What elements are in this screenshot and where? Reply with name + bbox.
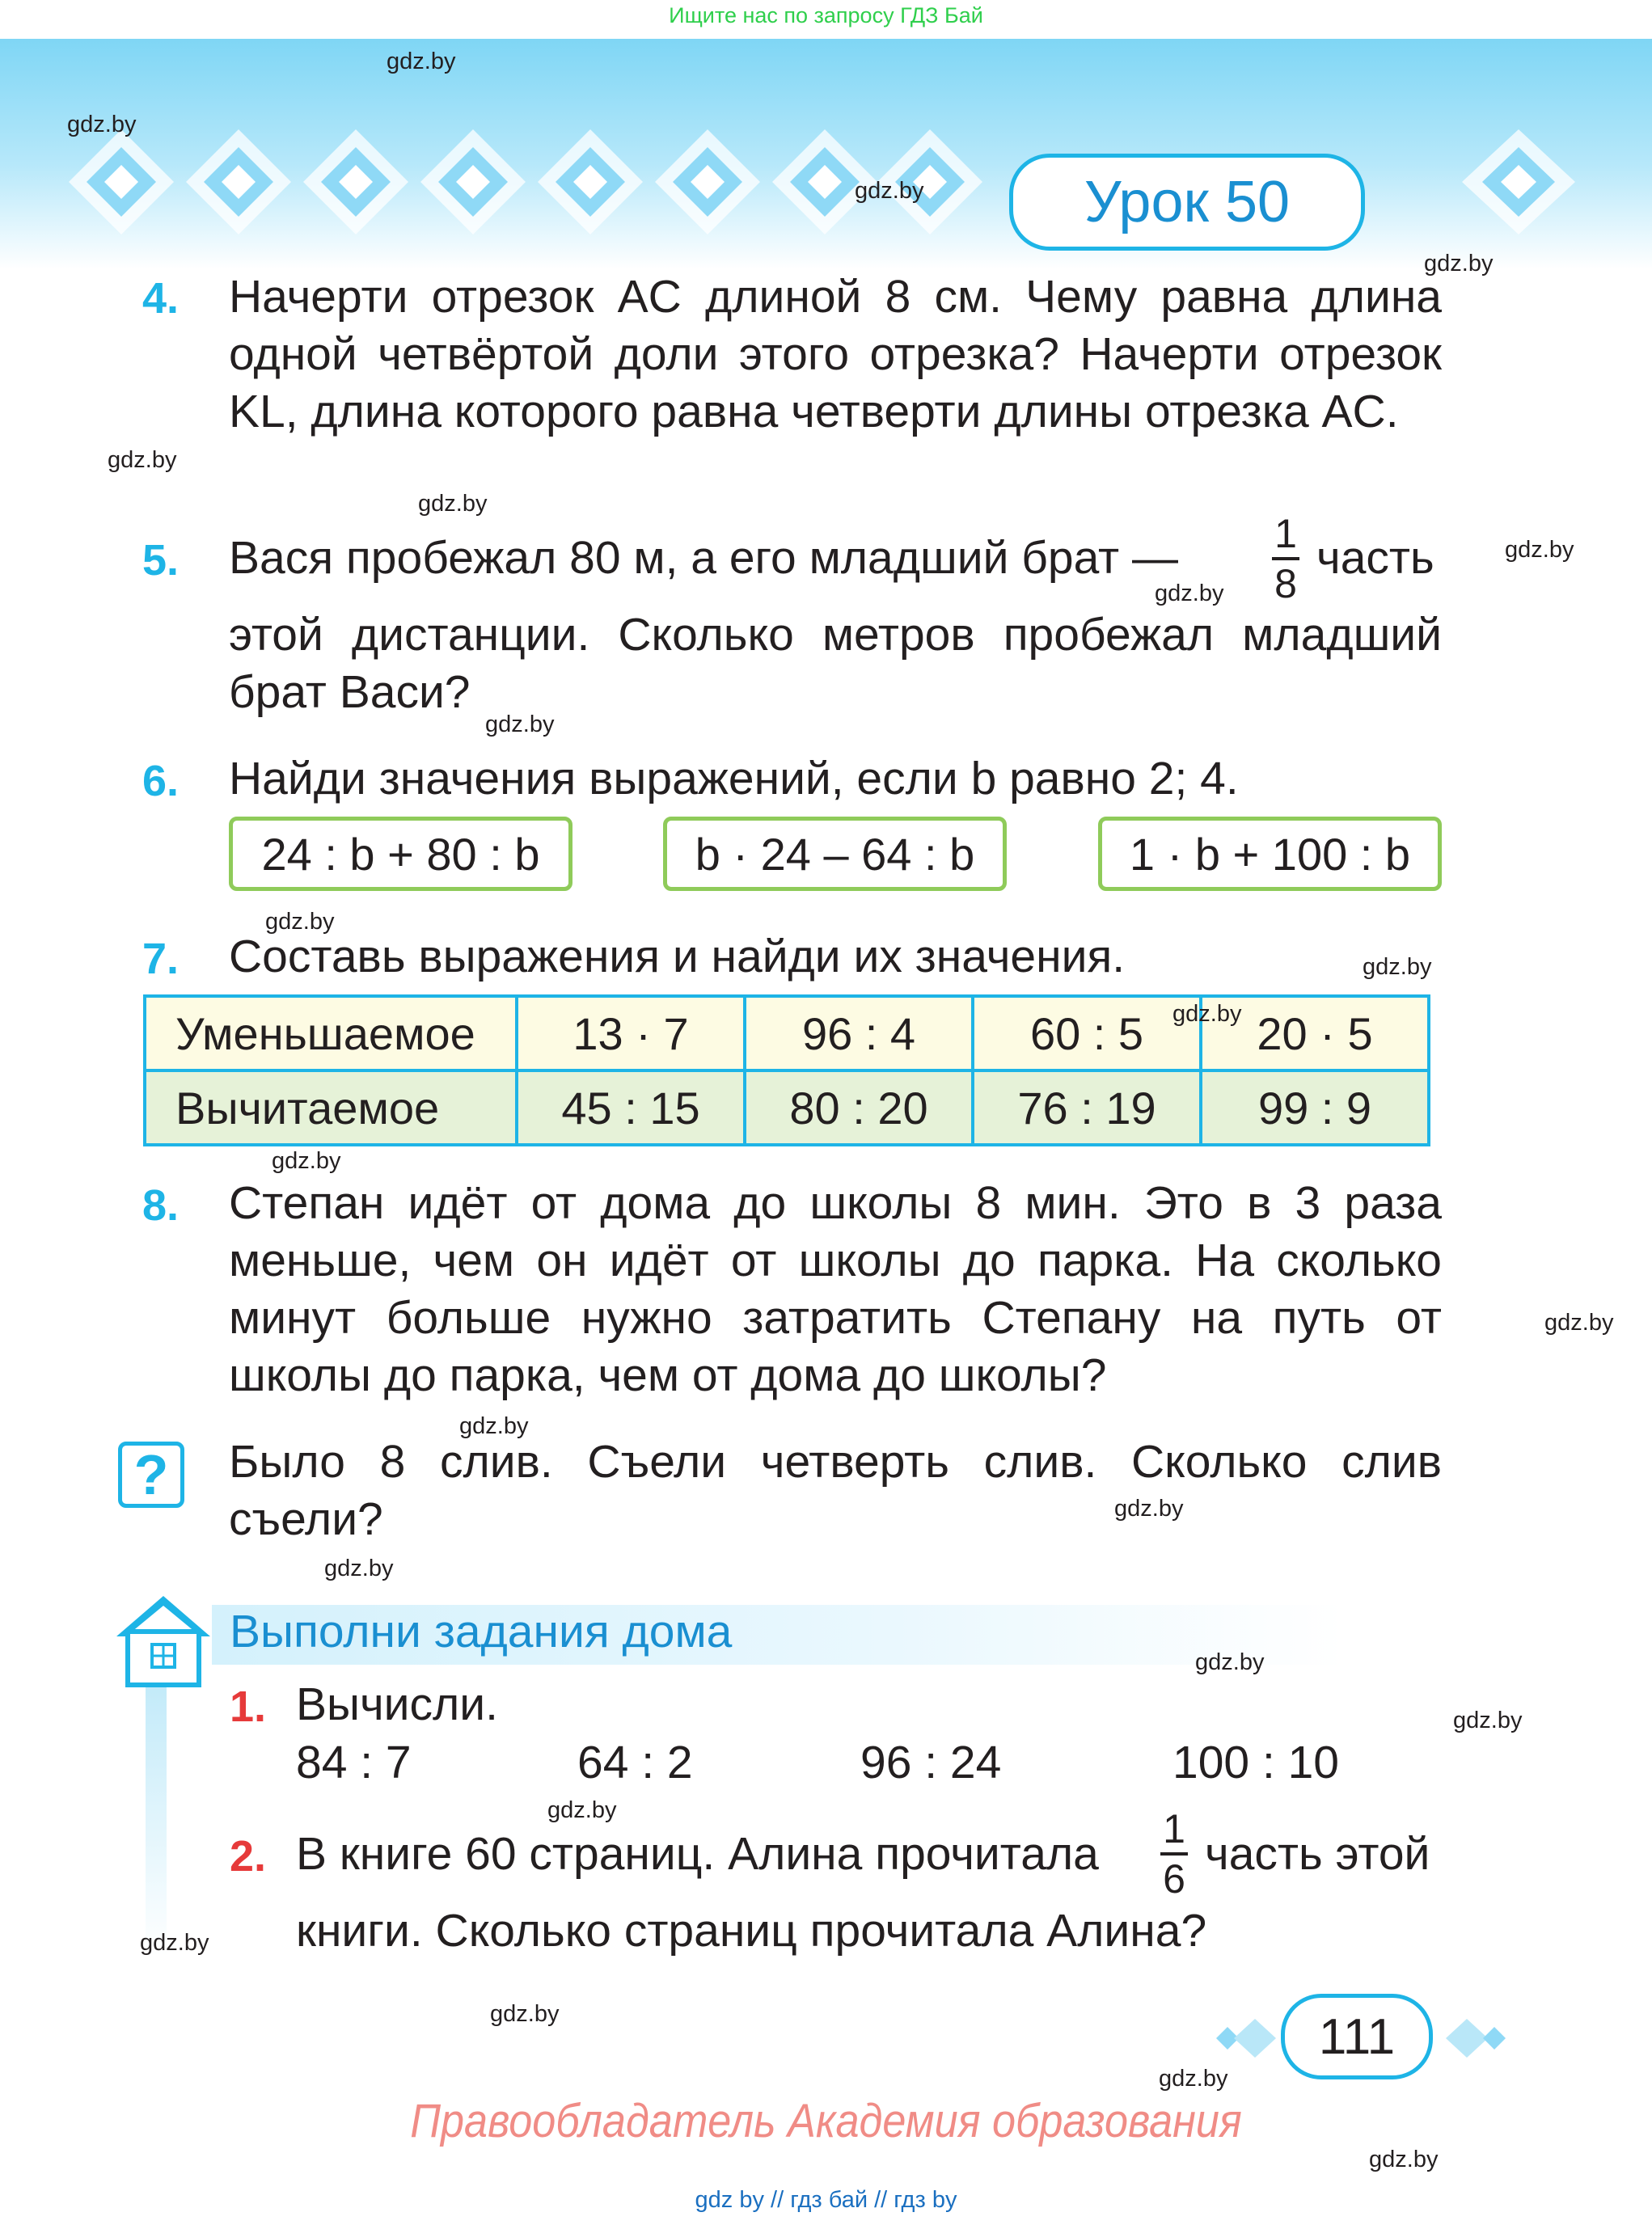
copyright-text: Правообладатель Академия образования bbox=[410, 2095, 1242, 2147]
fraction-numerator: 1 bbox=[1274, 511, 1297, 556]
ornament-right-icon bbox=[1462, 129, 1575, 234]
table-row-header: Уменьшаемое bbox=[145, 996, 517, 1070]
home-1-number: 1. bbox=[230, 1682, 267, 1731]
ornament-left-icon bbox=[69, 129, 982, 234]
watermark: gdz.by bbox=[1114, 1496, 1184, 1522]
watermark: gdz.by bbox=[324, 1556, 394, 1581]
task-5-line1: Вася пробежал 80 м, а его младший брат — bbox=[229, 532, 1178, 584]
task-7-text: Составь выражения и найди их значения. bbox=[229, 931, 1126, 982]
task-5-number: 5. bbox=[142, 536, 180, 585]
watermark: gdz.by bbox=[108, 447, 177, 473]
fraction-numerator: 1 bbox=[1163, 1806, 1185, 1851]
task-7-number: 7. bbox=[142, 935, 180, 983]
home-title: Выполни задания дома bbox=[230, 1606, 733, 1657]
footer-links[interactable]: gdz by // гдз бай // гдз by bbox=[695, 2187, 957, 2213]
fraction-bar bbox=[1272, 557, 1299, 560]
page-number: 111 bbox=[1281, 1994, 1433, 2079]
watermark: gdz.by bbox=[547, 1797, 617, 1823]
watermark: gdz.by bbox=[1155, 581, 1224, 606]
home-2-line1: В книге 60 страниц. Алина прочитала bbox=[296, 1828, 1099, 1880]
top-note[interactable]: Ищите нас по запросу ГДЗ Бай bbox=[669, 3, 983, 27]
table-cell: 80 : 20 bbox=[745, 1070, 973, 1145]
table-row bbox=[145, 1070, 1429, 1145]
home-2-rest: книги. Сколько страниц прочитала Алина? bbox=[296, 1905, 1207, 1957]
watermark: gdz.by bbox=[1453, 1708, 1523, 1733]
watermark: gdz.by bbox=[272, 1148, 341, 1174]
watermark: gdz.by bbox=[387, 49, 456, 74]
watermark: gdz.by bbox=[1159, 2066, 1228, 2092]
task-8-text: Степан идёт от дома до школы 8 мин. Это в 3 раза меньше, чем он идёт от школы до парка. На сколько минут больше нужно затратить Степану на путь от школы до парка, чем от дома до школы? bbox=[229, 1177, 1442, 1401]
table-cell: 76 : 19 bbox=[973, 1070, 1201, 1145]
watermark: gdz.by bbox=[1363, 954, 1432, 980]
task-6-text: Найди значения выражений, если b равно 2; 4. bbox=[229, 753, 1239, 804]
watermark: gdz.by bbox=[485, 711, 555, 737]
table-cell: 99 : 9 bbox=[1201, 1070, 1429, 1145]
expression: 64 : 2 bbox=[577, 1737, 693, 1788]
task-5-rest: этой дистанции. Сколько метров пробежал младший брат Васи? bbox=[229, 609, 1442, 718]
fraction-denominator: 8 bbox=[1274, 561, 1297, 606]
table-cell: 60 : 5 bbox=[973, 996, 1201, 1070]
watermark: gdz.by bbox=[1544, 1310, 1614, 1336]
watermark: gdz.by bbox=[1172, 1001, 1242, 1027]
home-2-line1-end: часть этой bbox=[1205, 1828, 1430, 1880]
lesson-badge: Урок 50 bbox=[1009, 154, 1365, 251]
task-8-number: 8. bbox=[142, 1181, 180, 1230]
home-1-text: Вычисли. bbox=[296, 1678, 498, 1730]
question-text: Было 8 слив. Съели четверть слив. Сколько слив съели? bbox=[229, 1436, 1442, 1545]
expression: 100 : 10 bbox=[1172, 1737, 1340, 1788]
table-cell: 13 · 7 bbox=[517, 996, 745, 1070]
watermark: gdz.by bbox=[459, 1413, 529, 1439]
table-cell: 96 : 4 bbox=[745, 996, 973, 1070]
watermark: gdz.by bbox=[1424, 251, 1494, 277]
expression: 96 : 24 bbox=[860, 1737, 1002, 1788]
expression-box: b · 24 – 64 : b bbox=[663, 817, 1007, 891]
watermark: gdz.by bbox=[418, 491, 488, 517]
expression-box: 24 : b + 80 : b bbox=[229, 817, 572, 891]
task-4-text: Начерти отрезок AC длиной 8 см. Чему равна длина одной четвёртой доли этого отрезка? Начерти отрезок KL, длина которого равна четверти длины отрезка AC. bbox=[229, 271, 1442, 437]
watermark: gdz.by bbox=[140, 1930, 209, 1956]
table-row-header: Вычитаемое bbox=[145, 1070, 517, 1145]
table-cell: 45 : 15 bbox=[517, 1070, 745, 1145]
task-6-number: 6. bbox=[142, 757, 180, 805]
watermark: gdz.by bbox=[1195, 1649, 1265, 1675]
task-4-number: 4. bbox=[142, 274, 180, 323]
watermark: gdz.by bbox=[1369, 2147, 1439, 2172]
expression: 84 : 7 bbox=[296, 1737, 412, 1788]
table-cell: 20 · 5 bbox=[1201, 996, 1429, 1070]
house-icon bbox=[110, 1591, 217, 1690]
task-5-line1-end: часть bbox=[1316, 532, 1434, 584]
watermark: gdz.by bbox=[1505, 537, 1574, 563]
task-5-fraction bbox=[1272, 513, 1299, 604]
watermark: gdz.by bbox=[490, 2001, 560, 2027]
expression-box: 1 · b + 100 : b bbox=[1098, 817, 1442, 891]
home-2-fraction bbox=[1160, 1806, 1188, 1902]
home-2-number: 2. bbox=[230, 1832, 267, 1881]
watermark: gdz.by bbox=[67, 112, 137, 137]
watermark: gdz.by bbox=[855, 178, 924, 204]
watermark: gdz.by bbox=[265, 909, 335, 935]
fraction-bar bbox=[1160, 1852, 1188, 1856]
fraction-denominator: 6 bbox=[1163, 1856, 1185, 1902]
question-icon: ? bbox=[118, 1442, 184, 1508]
